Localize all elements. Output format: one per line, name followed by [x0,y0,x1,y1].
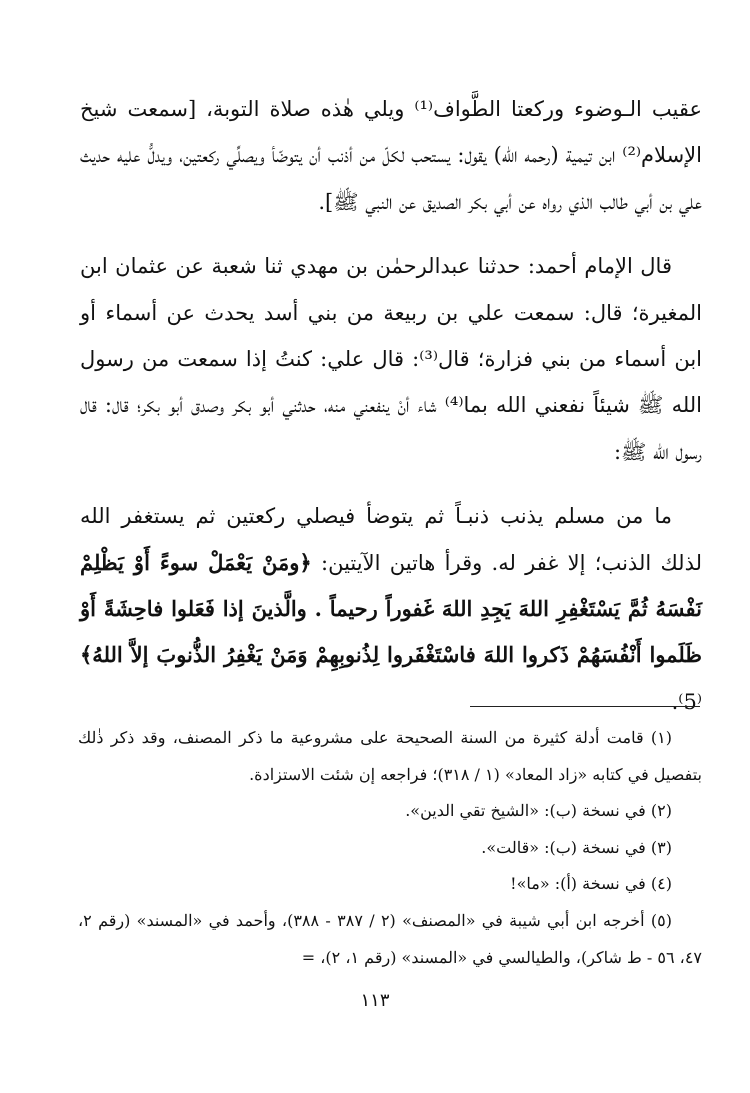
page-number: ١١٣ [360,990,390,1011]
hadith-text: ما من مسلم يذنب ذنبـاً ثم يتوضأ فيصلي ركعتين ثم يستغفر الله لذلك الذنب؛ إلا غفر له. وقرأ هاتين الآيتين: [80,504,702,575]
footnote-4: (٤) في نسخة (أ): «ما»! [510,874,672,894]
main-text [80,86,702,743]
paragraph-2: قال الإمام أحمد: حدثنا عبدالرحمٰن بن مهدي ثنا شعبة عن عثمان ابن المغيرة؛ قال: سمعت علي بن ربيعة من بني أسد يحدث عن أسماء أو ابن أسماء من بني فزارة؛ قال⁽³⁾: قال علي: كنتُ إذا سمعت من رسول الله ﷺ شيئاً نفعني الله بما⁽⁴⁾ شاء أنْ ينفعني منه، حدثني أبو بكر وصدق أبو بكر؛ قال: قال رسول الله ﷺ: [80,254,703,464]
footnote-separator [470,706,700,707]
paragraph-3 [80,493,702,725]
paragraph-1: عقيب الـوضوء وركعتا الطَّواف⁽¹⁾ ويلي هٰذه صلاة التوبة، [سمعت شيخ الإسلام⁽²⁾ ابن تيمية (رحمه الله) يقول: يستحب لكلّ من أذنب أن يتوضّأ ويصلِّي ركعتين، ويدلُّ عليه حديث علي بن أبي طالب الذي رواه عن أبي بكر الصديق عن النبي ﷺ]. [80,97,702,214]
quran-verses: ﴿ومَنْ يَعْمَلْ سوءً أَوْ يَظْلِمْ نَفْسَهُ ثُمَّ يَسْتَغْفِرِ اللهَ يَجِدِ اللهَ غَفوراً رحيماً . والَّذينَ إذا فَعَلوا فاحِشَةً أَوْ ظَلَموا أَنْفُسَهُمْ ذَكروا اللهَ فاسْتَغْفَروا لِذُنوبِهِمْ وَمَنْ يَغْفِرُ الذُّنوبَ إلاَّ اللهُ﴾ [80,549,702,668]
footnote-5: (٥) أخرجه ابن أبي شيبة في «المصنف» (٢ / ٣٨٧ - ٣٨٨)، وأحمد في «المسند» (رقم ٢، ٤٧، ٥٦ - ط شاكر)، والطيالسي في «المسند» (رقم ١، ٢)، = [78,910,702,967]
footnote-3: (٣) في نسخة (ب): «قالت». [481,837,672,857]
footnote-1: (١) قامت أدلة كثيرة من السنة الصحيحة على مشروعية ما ذكر المصنف، وقد ذكر ذٰلك بتفصيل في كتابه «زاد المعاد» (١ / ٣١٨)؛ فراجعه إن شئت الاستزادة. [78,728,702,784]
footnote-2: (٢) في نسخة (ب): «الشيخ تقي الدين». [405,801,672,821]
footnote-ref-5: ⁽5⁾. [671,689,702,714]
footnotes [78,720,702,976]
